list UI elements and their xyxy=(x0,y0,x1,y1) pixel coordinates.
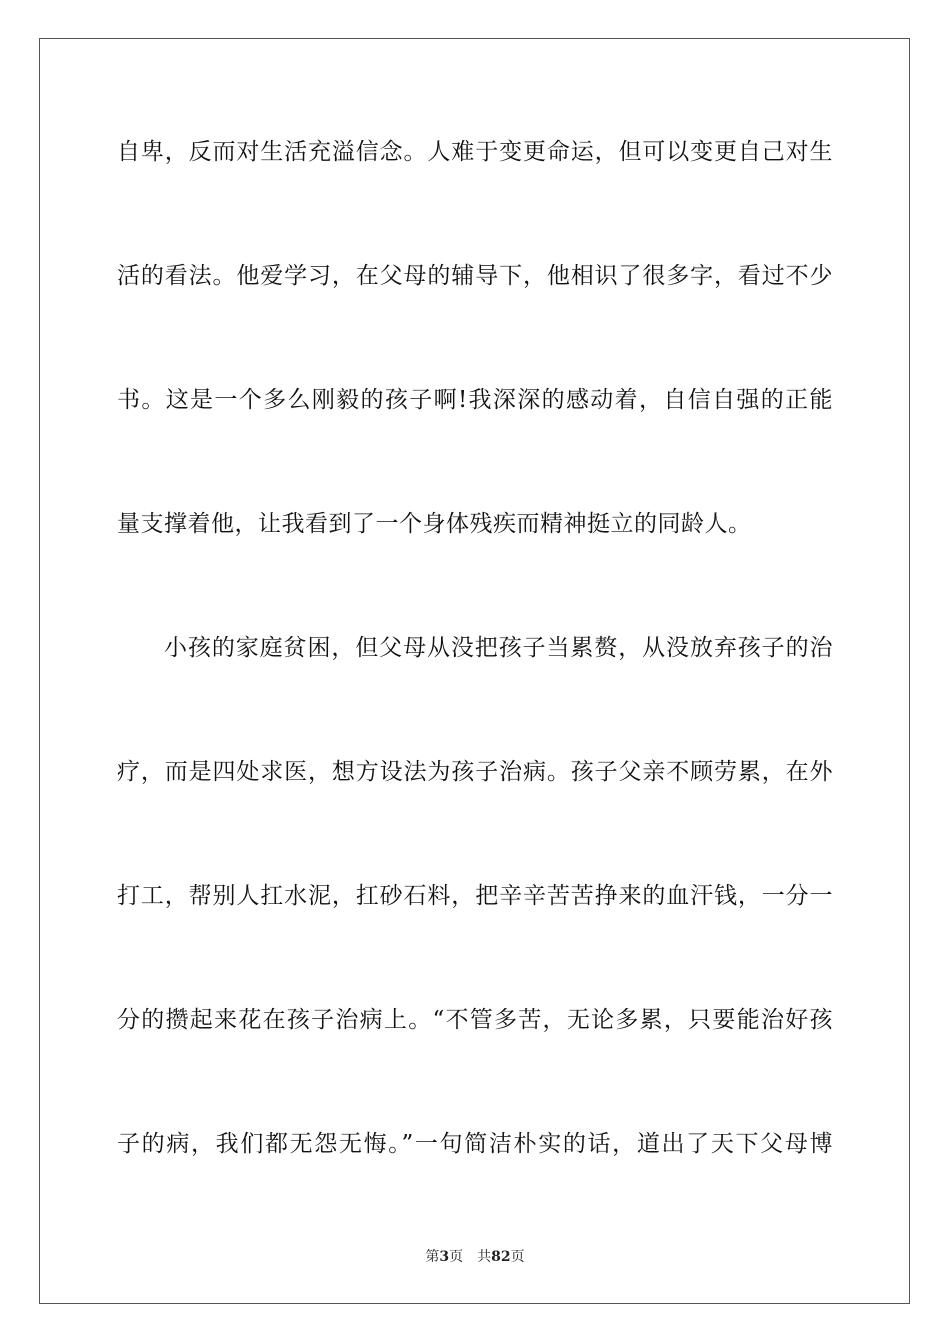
total-suffix: 页 xyxy=(510,1249,525,1265)
total-prefix: 共 xyxy=(477,1249,492,1265)
text-line-6: 疗，而是四处求医，想方设法为孩子治病。孩子父亲不顾劳累，在外 xyxy=(117,759,833,785)
total-pages: 82 xyxy=(491,1249,511,1265)
text-line-5: 小孩的家庭贫困，但父母从没把孩子当累赘，从没放弃孩子的治 xyxy=(164,635,833,661)
text-line-4: 量支撑着他，让我看到了一个身体残疾而精神挺立的同龄人。 xyxy=(117,511,752,537)
page-suffix: 页 xyxy=(449,1249,464,1265)
text-line-3: 书。这是一个多么刚毅的孩子啊!我深深的感动着，自信自强的正能 xyxy=(117,387,833,413)
page-footer xyxy=(0,1248,950,1266)
page-frame xyxy=(39,38,910,1304)
text-line-2: 活的看法。他爱学习，在父母的辅导下，他相识了很多字，看过不少 xyxy=(117,263,833,289)
text-line-8: 分的攒起来花在孩子治病上。“不管多苦，无论多累，只要能治好孩 xyxy=(117,1007,833,1033)
text-line-7: 打工，帮别人扛水泥，扛砂石料，把辛辛苦苦挣来的血汗钱，一分一 xyxy=(117,883,833,909)
page-prefix: 第 xyxy=(425,1249,440,1265)
text-line-1: 自卑，反而对生活充溢信念。人难于变更命运，但可以变更自己对生 xyxy=(117,139,833,165)
text-line-9: 子的病，我们都无怨无悔。”一句简洁朴实的话，道出了天下父母博 xyxy=(117,1131,833,1157)
page-number: 3 xyxy=(439,1249,450,1265)
